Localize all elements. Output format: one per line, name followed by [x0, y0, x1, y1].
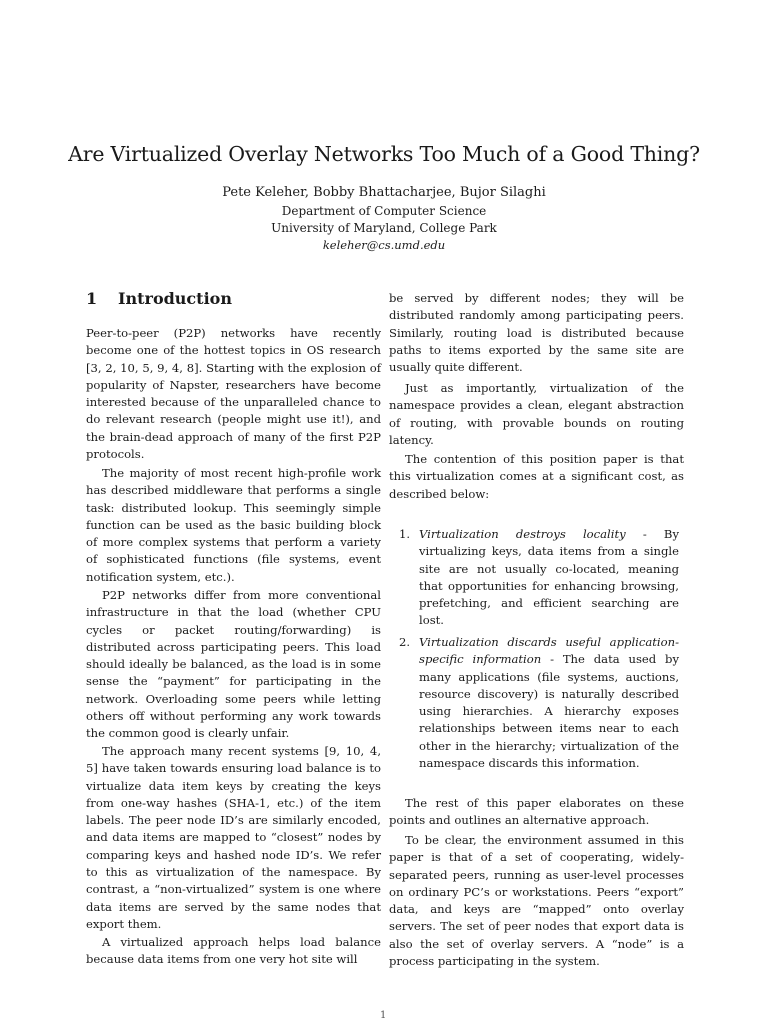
- list-item: [389, 526, 679, 630]
- paper-authors: Pete Keleher, Bobby Bhattacharjee, Bujor Silaghi: [222, 185, 546, 200]
- list-item-term: Virtualization destroys locality: [419, 527, 626, 541]
- section-heading: [86, 288, 232, 310]
- list-item-text: - By virtualizing keys, data items from a single site are not usually co-located, meaning that opportunities for enhancing browsing, prefetching, and efficient searching are lost.: [419, 527, 679, 628]
- list-item: [389, 634, 679, 772]
- paragraph: P2P networks differ from more conventional infrastructure in that the load (whether CPU cycles or packet routing/forwarding) is distributed across participating peers. This load should ideally be balanced, as the load is in some sense the “payment” for participating in the network. Overloading some peers while letting others off without performing any work towards the common good is clearly unfair.: [86, 588, 381, 741]
- paragraph: The contention of this position paper is that this virtualization comes at a significant cost, as described below:: [389, 452, 684, 501]
- paper-title: Are Virtualized Overlay Networks Too Much of a Good Thing?: [68, 142, 700, 166]
- paragraph: The approach many recent systems [9, 10, 4, 5] have taken towards ensuring load balance is to virtualize data item keys by creating the keys from one-way hashes (SHA-1, etc.) of the item labels. The peer node ID’s are similarly encoded, and data items are mapped to “closest” nodes by comparing keys and hashed node ID’s. We refer to this as virtualization of the namespace. By contrast, a “non-virtualized” system is one where data items are served by the same nodes that export them.: [86, 744, 381, 931]
- author-email: keleher@cs.umd.edu: [322, 238, 446, 252]
- page-number: 1: [380, 1010, 387, 1021]
- section-title: Introduction: [118, 289, 232, 308]
- list-item-number: 2.: [399, 635, 411, 649]
- affiliation-block: [100, 203, 668, 254]
- paragraph: The rest of this paper elaborates on these points and outlines an alternative approach.: [389, 796, 684, 828]
- list-item-text: - The data used by many applications (file systems, auctions, resource discovery) is naturally described using hierarchies. A hierarchy exposes relationships between items near to each other in the hierarchy; virtualization of the namespace discards this information.: [419, 652, 679, 771]
- paragraph: A virtualized approach helps load balance because data items from one very hot site will: [86, 935, 381, 967]
- list-item-number: 1.: [399, 527, 411, 541]
- list-item-term: Virtualization discards useful application-specific information: [419, 635, 679, 667]
- affiliation-university: University of Maryland, College Park: [271, 221, 497, 235]
- contention-list: [389, 634, 679, 772]
- paragraph: Just as importantly, virtualization of the namespace provides a clean, elegant abstraction of routing, with provable bounds on routing latency.: [389, 381, 684, 447]
- paragraph: The majority of most recent high-profile work has described middleware that performs a single task: distributed lookup. This seemingly simple function can be used as the basic building block of more complex systems that perform a variety of sophisticated functions (file systems, event notification system, etc.).: [86, 466, 381, 584]
- paragraph: Peer-to-peer (P2P) networks have recently become one of the hottest topics in OS research [3, 2, 10, 5, 9, 4, 8]. Starting with the explosion of popularity of Napster, researchers have become interested because of the unparalleled chance to do relevant research (people might use it!), and the brain-dead approach of many of the first P2P protocols.: [86, 326, 381, 462]
- section-number: 1: [86, 289, 98, 308]
- list-item-body: [419, 526, 679, 630]
- list-item-body: [419, 634, 679, 772]
- paragraph: To be clear, the environment assumed in this paper is that of a set of cooperating, widely-separated peers, running as user-level processes on ordinary PC’s or workstations. Peers “export” data, and keys are “mapped” onto overlay servers. The set of peer nodes that export data is also the set of overlay servers. A “node” is a process participating in the system.: [389, 833, 684, 969]
- paragraph: be served by different nodes; they will be distributed randomly among participating peers. Similarly, routing load is distributed because paths to items exported by the same site are usually quite different.: [389, 291, 684, 375]
- affiliation-department: Department of Computer Science: [281, 204, 487, 218]
- contention-list: [389, 526, 679, 630]
